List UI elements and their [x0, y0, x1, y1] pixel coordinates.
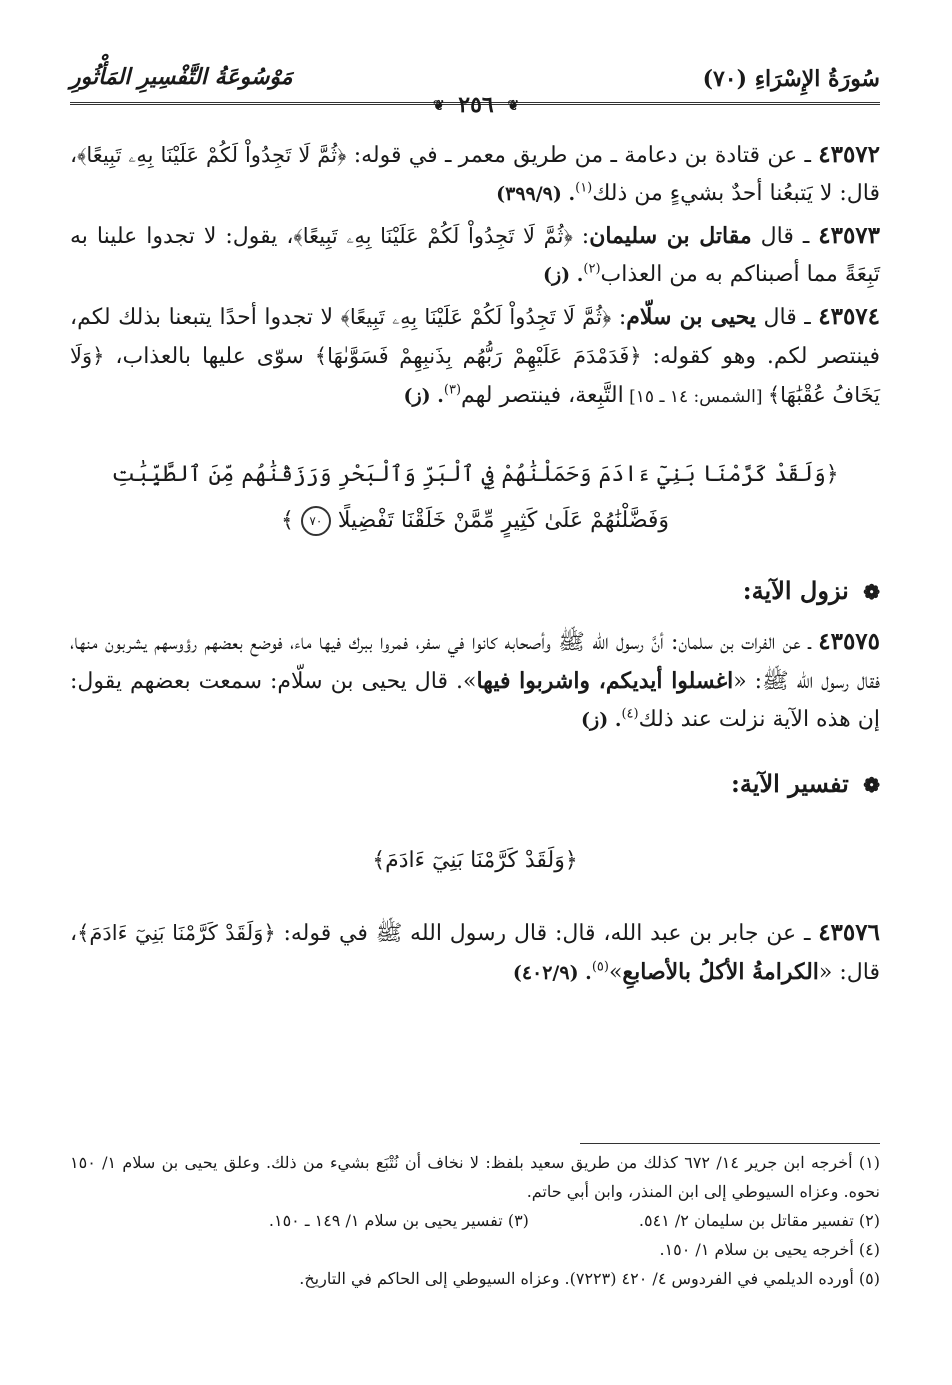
flower-icon: ❁	[863, 773, 880, 797]
quran-quote: ﴿وَلَقَدْ كَرَّمْنَا بَنِيٓ ءَادَمَ﴾	[77, 921, 276, 945]
quran-quote: ﴿وَلَا يَخَافُ عُقْبَٰهَا﴾	[70, 344, 880, 407]
entry-intro: ـ قال	[756, 305, 811, 330]
entry-number: ٤٣٥٧٤	[818, 303, 881, 330]
entry-text: التَّبِعة، فينتصر لهم	[461, 383, 624, 408]
entry-text: ـ عن جابر بن عبد الله، قال: قال رسول الله ﷺ في قوله:	[275, 921, 811, 946]
narrator-name: يحيى بن سلّام	[626, 304, 756, 330]
verse-end-icon: ٧٠	[301, 506, 331, 536]
section-title: نزول الآية:	[742, 576, 849, 605]
quran-quote: ﴿ثُمَّ لَا تَجِدُواْ لَكُمْ عَلَيْنَا بِهِۦ تَبِيعًا﴾	[340, 305, 612, 329]
entry-text: لا تجدوا أحدًا يتبعنا بذلك لكم، فينتصر لكم. وهو كقوله:	[70, 305, 881, 369]
entry-text: ، قال: لا يَتبعُنا أحدٌ بشيءٍ من ذلك	[70, 143, 880, 206]
entry-text: »	[608, 960, 623, 985]
page-number-value: ٢٥٦	[458, 92, 494, 118]
footnotes	[70, 1148, 880, 1293]
quran-quote: ﴿فَدَمْدَمَ عَلَيْهِمْ رَبُّهُم بِذَنبِهِمْ فَسَوَّىٰهَا﴾	[314, 344, 642, 368]
quran-quote: ﴿ثُمَّ لَا تَجِدُواْ لَكُمْ عَلَيْنَا بِهِۦ تَبِيعًا﴾	[77, 143, 347, 167]
ornament-icon: ❦	[507, 98, 520, 114]
entry-text: ـ عن الفرات بن سلمان: أنَّ رسول الله ﷺ وأصحابه كانوا في سفر، فمروا ببرك فيها ماء، فوضع بعضهم رؤوسهم يشربون منها، فقال رسول الله ﷺ: «	[70, 630, 880, 694]
footnote-divider	[580, 1143, 880, 1144]
entry-reference: . (ز)	[542, 264, 584, 286]
entry-paragraph	[70, 217, 880, 294]
quran-verse-snippet: ﴿وَلَقَدْ كَرَّمْنَا بَنِيٓ ءَادَمَ﴾	[372, 848, 578, 873]
entry-paragraph	[70, 914, 880, 992]
verse-line: وَفَضَّلْنَٰهُمْ عَلَىٰ كَثِيرٍ مِّمَّنْ خَلَقْنَا تَفْضِيلًا	[337, 508, 670, 533]
verse-line-2	[70, 498, 880, 544]
footnote: (٤) أخرجه يحيى بن سلام ١/ ١٥٠.	[659, 1240, 880, 1259]
entry-number: ٤٣٥٧٣	[818, 222, 881, 249]
entry-paragraph	[70, 298, 880, 416]
entry-paragraph	[70, 623, 880, 739]
footnote-row	[70, 1206, 880, 1235]
hadith-text: الكرامةُ الأكلُ بالأصابعِ	[622, 959, 819, 985]
ornament-icon: ❦	[432, 98, 445, 114]
quran-verse-block	[70, 452, 880, 544]
entry-reference: . (ز)	[403, 385, 444, 407]
footnote-ref: (١)	[575, 180, 593, 196]
entry-text: ، يقول: لا تجدوا علينا به تَبِعَةً مما أصبناكم به من العذاب	[70, 224, 880, 287]
entry-reference: . (٤٠٢/٩)	[512, 962, 592, 984]
page-number	[0, 92, 952, 118]
surah-title: سُورَةُ الإِسْرَاءِ (٧٠)	[702, 66, 880, 92]
hadith-text: اغسلوا أيديكم، واشربوا فيها	[476, 668, 734, 694]
footnote-ref: (٣)	[443, 382, 462, 398]
footnote: (٥) أورده الديلمي في الفردوس ٤/ ٤٢٠ (٧٢٢٣). وعزاه السيوطي إلى الحاكم في التاريخ.	[299, 1269, 880, 1288]
entry-intro: ـ عن قتادة بن دعامة ـ من طريق معمر ـ في قوله:	[346, 143, 811, 168]
footnote: (٢) تفسير مقاتل بن سليمان ٢/ ٥٤١.	[638, 1211, 880, 1230]
verse-reference: [الشمس: ١٤ ـ ١٥]	[623, 387, 768, 407]
entry-text: ، قال: «	[70, 921, 880, 985]
entry-paragraph	[70, 136, 880, 213]
entry-text: سوّى عليها بالعذاب،	[104, 344, 315, 369]
footnote-ref: (٢)	[583, 261, 601, 277]
footnote: (١) أخرجه ابن جرير ١٤/ ٦٧٢ كذلك من طريق سعيد بلفظ: لا نخاف أن نُتْبَع بشيء من ذلك. وعلق يحيى بن سلام ١/ ١٥٠ نحوه. وعزاه السيوطي إلى ابن المنذر، وابن أبي حاتم.	[70, 1153, 880, 1201]
entry-text: ». قال يحيى بن سلّام: سمعت بعضهم يقول: إن هذه الآية نزلت عند ذلك	[70, 669, 880, 732]
footnote-ref: (٥)	[591, 959, 609, 975]
section-heading	[70, 572, 880, 611]
entry-number: ٤٣٥٧٥	[818, 628, 881, 655]
entry-number: ٤٣٥٧٢	[818, 141, 881, 168]
section-heading	[70, 765, 880, 804]
entry-colon: :	[611, 305, 627, 330]
section-title: تفسير الآية:	[731, 769, 849, 798]
footnote: (٣) تفسير يحيى بن سلام ١/ ١٤٩ ـ ١٥٠.	[268, 1211, 529, 1230]
verse-line: ﴿وَلَقَدْ كَرَّمْنَا بَنِيٓ ءَادَمَ وَحَمَلْنَٰهُمْ فِي ٱلْبَرِّ وَٱلْبَحْرِ وَرَزَقْنَٰهُم مِّنَ ٱلطَّيِّبَٰتِ	[111, 462, 839, 487]
entry-number: ٤٣٥٧٦	[818, 919, 880, 946]
narrator-name: مقاتل بن سليمان	[589, 223, 752, 249]
entry-intro: ـ قال	[751, 224, 810, 249]
entry-reference: . (ز)	[581, 709, 622, 731]
entry-colon: :	[572, 224, 590, 249]
flower-icon: ❁	[863, 580, 880, 604]
book-title: مَوْسُوعَةُ التَّفْسِيرِ المَأْثُورِ	[70, 64, 293, 90]
main-content	[70, 136, 880, 996]
entry-reference: . (٣٩٩/٩)	[496, 183, 576, 205]
footnote-ref: (٤)	[621, 706, 639, 722]
quran-quote: ﴿ثُمَّ لَا تَجِدُواْ لَكُمْ عَلَيْنَا بِهِۦ تَبِيعًا﴾	[293, 224, 573, 248]
verse-close: ﴾	[280, 508, 294, 533]
